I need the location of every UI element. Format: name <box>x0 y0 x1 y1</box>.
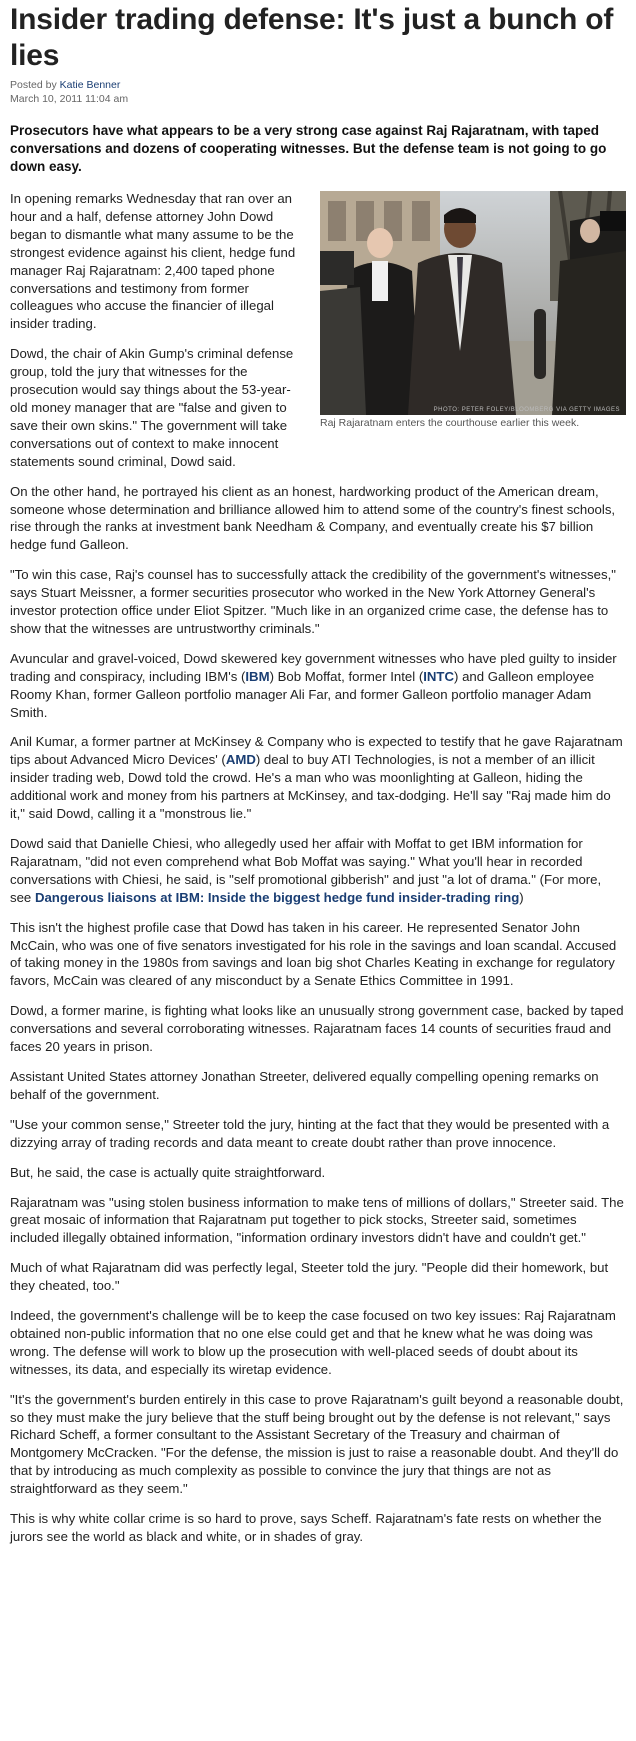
paragraph-4: "To win this case, Raj's counsel has to successfully attack the credibility of the government's witnesses," says Stuart Meissner, a former securities prosecutor who worked in the New York Attorney General's investor protection office under Eliot Spitzer. "Much like in an organized crime case, the defense has to show that the witnesses are untrustworthy criminals." <box>10 567 616 636</box>
paragraph-14: Much of what Rajaratnam did was perfectly legal, Steeter told the jury. "People did their homework, but they cheated, too." <box>10 1260 609 1294</box>
author-link[interactable]: Katie Benner <box>59 79 121 91</box>
paragraph-6 <box>10 733 626 823</box>
photo-illustration <box>320 191 626 415</box>
byline-prefix: Posted by <box>10 79 57 91</box>
paragraph-16: "It's the government's burden entirely in this case to prove Rajaratnam's guilt beyond a reasonable doubt, so they must make the jury believe that the stuff being brought out by the defense is not relevant," says Richard Scheff, a former consultant to the Assistant Secretary of the Treasury and chairman of Montgomery McCracken. "For the defense, the mission is just to raise a reasonable doubt. And they'll do that by introducing as much complexity as possible to convince the jury that things are not as straightforward as they seem." <box>10 1391 624 1497</box>
ibm-ticker-link[interactable]: IBM <box>245 668 270 684</box>
byline <box>10 78 626 92</box>
p7-text-a: Dowd said that Danielle Chiesi, who allegedly used her affair with Moffat to get IBM information for Rajaratnam, "did not even comprehend what Bob Moffat was saying." What you'll hear in recorded conversations with Chiesi, he said, is "self promotional gibberish" and just "a lot of drama." (For more, see <box>10 836 602 905</box>
paragraph-13: Rajaratnam was "using stolen business information to make tens of millions of dollars," Streeter said. The great mosaic of information that Rajaratnam put together to pick stocks, Streeter said, sometimes included illegally obtained information, "information ordinary investors didn't have and couldn't get." <box>10 1194 624 1246</box>
paragraph-1: In opening remarks Wednesday that ran over an hour and a half, defense attorney John Dowd began to dismantle what many assume to be the strongest evidence against his client, hedge fund manager Raj Rajaratnam: 2,400 taped phone conversations and testimony from former colleagues who accuse the financier of illegal insider trading. <box>10 191 296 332</box>
paragraph-2: Dowd, the chair of Akin Gump's criminal defense group, told the jury that witnesses for the prosecution would say things about the 53-year-old money manager that are "false and given to save their own skins." The government will take conversations out of context to make innocent statements sound criminal, Dowd said. <box>10 346 294 469</box>
article-title: Insider trading defense: It's just a bunch of lies <box>10 3 614 72</box>
paragraph-3: On the other hand, he portrayed his client as an honest, hardworking product of the American dream, someone whose determination and brilliance allowed him to attend some of the country's finest schools, rise through the ranks at investment bank Needham & Company, and eventually create his $7 billion hedge fund Galleon. <box>10 483 616 553</box>
paragraph-10: Assistant United States attorney Jonathan Streeter, delivered equally compelling opening remarks on behalf of the government. <box>10 1068 599 1102</box>
p7-text-b: ) <box>519 889 524 905</box>
paragraph-9: Dowd, a former marine, is fighting what looks like an unusually strong government case, backed by taped conversations and several corroborating witnesses. Rajaratnam faces 14 counts of securities fraud and faces 20 years in prison. <box>10 1003 624 1055</box>
amd-ticker-link[interactable]: AMD <box>225 752 256 768</box>
photo-credit: PHOTO: PETER FOLEY/BLOOMBERG VIA GETTY IMAGES <box>433 407 620 413</box>
related-article-link[interactable]: Dangerous liaisons at IBM: Inside the biggest hedge fund insider-trading ring <box>34 889 520 905</box>
paragraph-8: This isn't the highest profile case that Dowd has taken in his career. He represented Senator John McCain, who was one of five senators investigated for his role in the savings and loan scandal. Accused of taking money in the 1980s from savings and loan big shot Charles Keating in exchange for regulatory favors, McCain was cleared of any misconduct by a Senate Ethics Committee in 1991. <box>10 919 617 989</box>
article-photo <box>320 191 626 430</box>
paragraph-5 <box>10 650 626 722</box>
post-date: March 10, 2011 11:04 am <box>10 93 129 105</box>
courthouse-photo <box>320 191 626 415</box>
p6-text-b: ) deal to buy ATI Technologies, is not a member of an illicit insider trading web, Dowd told the crowd. He's a man who was moonlighting at Galleon, hiding the additional work and money from his partners at McKinsey, and tax-dodging. He'll say "Raj made him do it," said Dowd, calling it a "monstrous lie." <box>10 752 611 822</box>
p6-text-a: Anil Kumar, a former partner at McKinsey & Company who is expected to testify that he gave Rajaratnam tips about Advanced Micro Devices' ( <box>10 734 623 768</box>
paragraph-7 <box>10 835 626 907</box>
paragraph-11: "Use your common sense," Streeter told the jury, hinting at the fact that they would be presented with a dizzying array of trading records and data meant to create doubt rather than prove innocence. <box>10 1116 610 1150</box>
p5-text-b: ) Bob Moffat, former Intel ( <box>269 668 424 684</box>
paragraph-15: Indeed, the government's challenge will be to keep the case focused on two key issues: Raj Rajaratnam obtained non-public information that no one else could get and that he knew what he was doing was wrong. The defense will work to blow up the prosecution with well-placed seeds of doubt about its witnesses, its data, and especially its wiretap evidence. <box>10 1308 616 1377</box>
article-lede: Prosecutors have what appears to be a very strong case against Raj Rajaratnam, with taped conversations and dozens of cooperating witnesses. But the defense team is not going to go down easy. <box>10 123 607 174</box>
photo-caption: Raj Rajaratnam enters the courthouse earlier this week. <box>320 417 580 429</box>
p5-text-a: Avuncular and gravel-voiced, Dowd skewered key government witnesses who have pled guilty to insider trading and conspiracy, including IBM's ( <box>10 650 617 684</box>
intc-ticker-link[interactable]: INTC <box>423 668 455 684</box>
p5-text-c: ) and Galleon employee Roomy Khan, former Galleon portfolio manager Ali Far, and former Galleon portfolio manager Adam Smith. <box>10 668 595 720</box>
paragraph-12: But, he said, the case is actually quite straightforward. <box>10 1164 326 1180</box>
paragraph-17: This is why white collar crime is so hard to prove, says Scheff. Rajaratnam's fate rests on whether the jurors see the world as black and white, or in shades of gray. <box>10 1511 602 1544</box>
